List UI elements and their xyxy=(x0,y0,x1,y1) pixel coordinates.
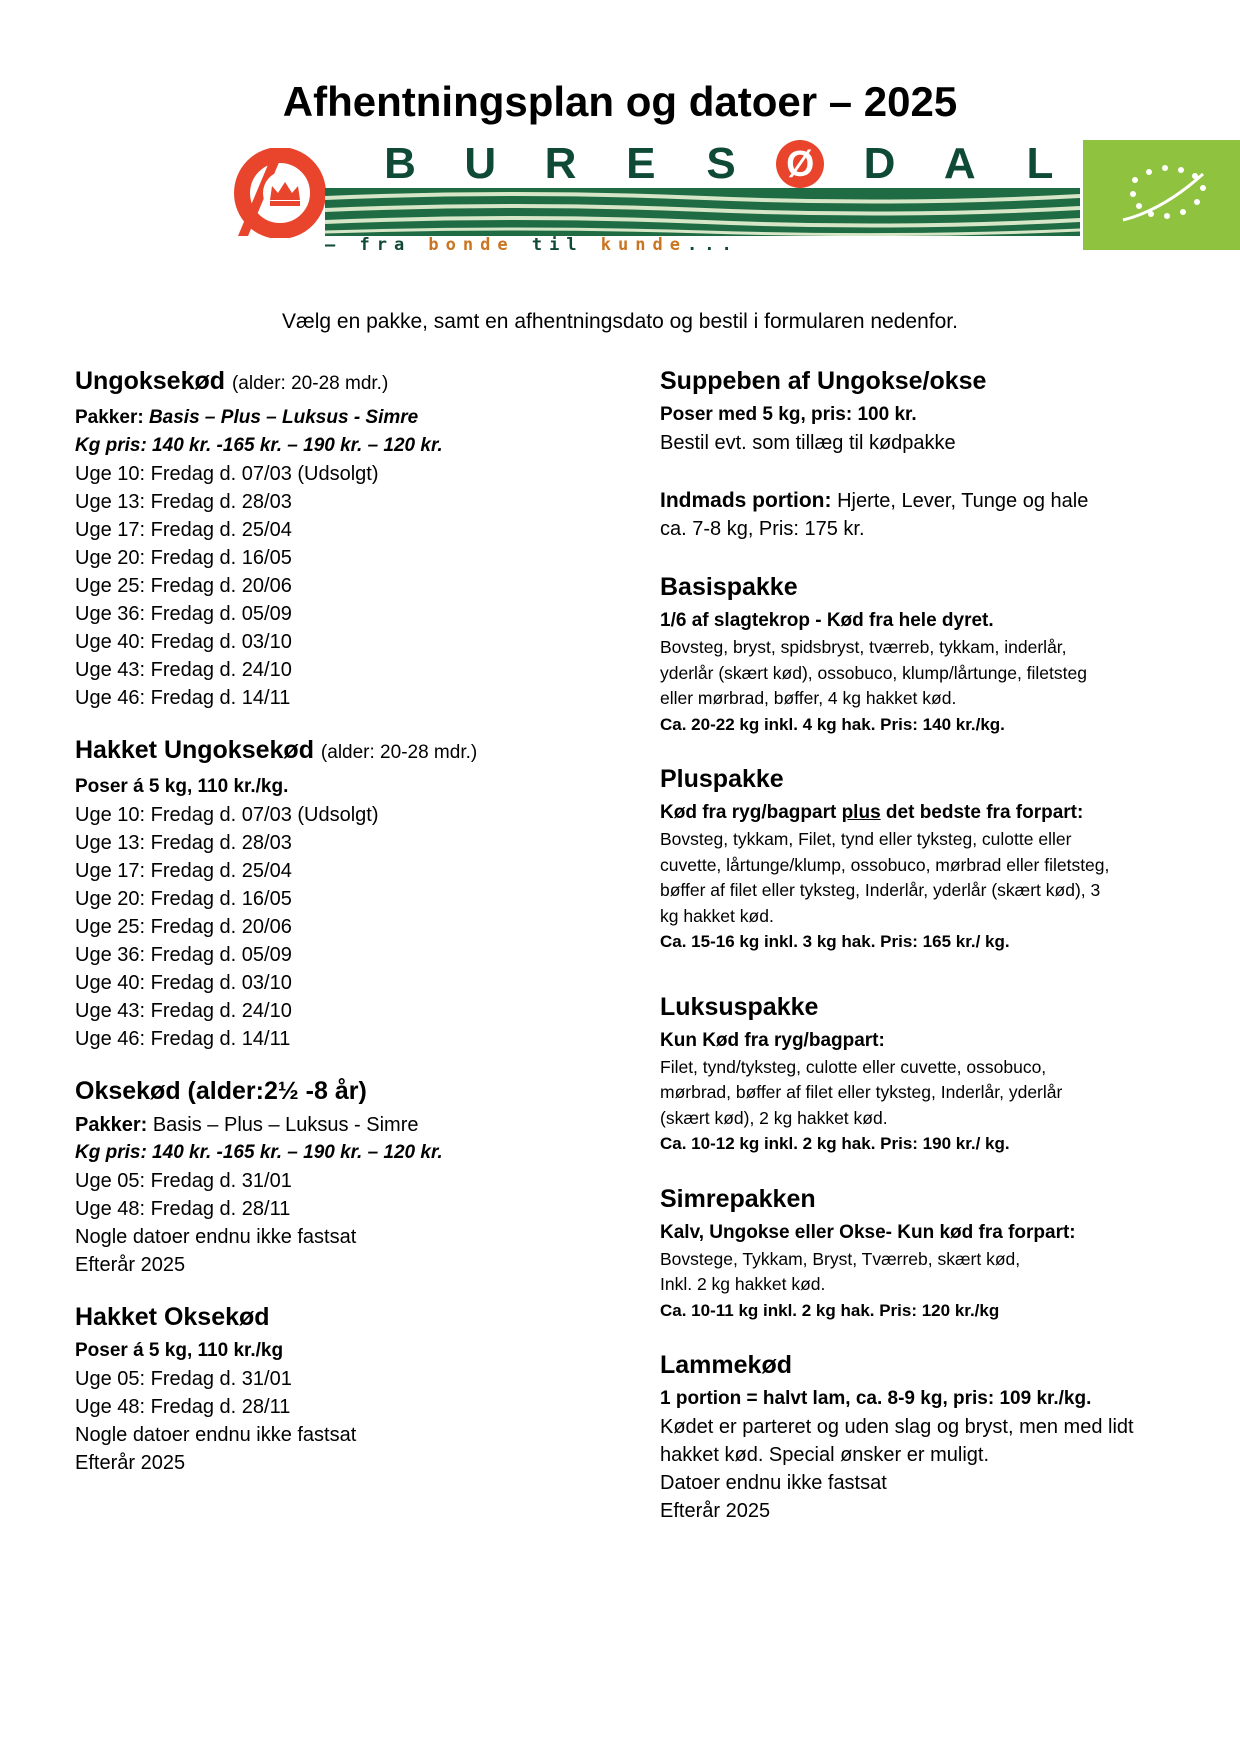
date-line: Uge 36: Fredag d. 05/09 xyxy=(75,944,292,966)
right-column xyxy=(660,365,1180,1547)
date-line: Uge 20: Fredag d. 16/05 xyxy=(75,888,292,910)
section-suppeben xyxy=(660,365,1180,457)
lead-line xyxy=(660,799,1180,827)
section-luksus xyxy=(660,991,1180,1157)
section-heading: Basispakke xyxy=(660,573,798,601)
heading-text: Ungoksekød xyxy=(75,367,226,395)
date-line: Uge 48: Fredag d. 28/11 xyxy=(75,1198,291,1220)
lead-line: 1/6 af slagtekrop - Kød fra hele dyret. xyxy=(660,610,994,631)
summary-line: Ca. 15-16 kg inkl. 3 kg hak. Pris: 165 kr./ kg. xyxy=(660,932,1010,951)
lead-underlined: plus xyxy=(841,802,881,823)
indmad-label: Indmads portion: xyxy=(660,489,832,512)
brand-letter: E xyxy=(626,139,656,188)
date-line: Uge 17: Fredag d. 25/04 xyxy=(75,860,292,882)
tagline-part: – fra xyxy=(325,235,429,255)
date-line: Uge 46: Fredag d. 14/11 xyxy=(75,687,291,709)
info-line: Poser á 5 kg, 110 kr./kg xyxy=(75,1340,284,1361)
body-line: bøffer af filet eller tyksteg, Inderlår, yderlår (skært kød), 3 xyxy=(660,880,1101,900)
brand-letter: A xyxy=(943,139,976,188)
date-line: Uge 10: Fredag d. 07/03 (Udsolgt) xyxy=(75,804,379,826)
summary-line: Ca. 10-12 kg inkl. 2 kg hak. Pris: 190 kr./ kg. xyxy=(660,1134,1010,1153)
info-line: Poser á 5 kg, 110 kr./kg. xyxy=(75,776,289,797)
body-line: yderlår (skært kød), ossobuco, klump/lårtunge, filetsteg xyxy=(660,662,1087,683)
packages-value: Basis – Plus – Luksus - Simre xyxy=(148,407,419,428)
section-hakket-okse xyxy=(75,1301,615,1477)
heading-sub: (alder: 20-28 mdr.) xyxy=(231,373,389,394)
section-heading xyxy=(75,734,615,769)
date-line: Uge 25: Fredag d. 20/06 xyxy=(75,916,292,938)
date-line: Uge 05: Fredag d. 31/01 xyxy=(75,1170,292,1192)
packages-label: Pakker: xyxy=(75,407,144,428)
section-basis xyxy=(660,571,1180,737)
tagline-part: bonde xyxy=(428,235,515,255)
body-line: kg hakket kød. xyxy=(660,905,774,926)
lead-line: 1 portion = halvt lam, ca. 8-9 kg, pris: 109 kr./kg. xyxy=(660,1388,1092,1409)
date-line: Uge 48: Fredag d. 28/11 xyxy=(75,1396,291,1418)
section-okse xyxy=(75,1075,615,1279)
brand-name xyxy=(375,140,1065,188)
info-line: Poser med 5 kg, pris: 100 kr. xyxy=(660,404,917,425)
intro-text: Vælg en pakke, samt en afhentningsdato og bestil i formularen nedenfor. xyxy=(282,310,958,333)
packages-line xyxy=(75,1111,615,1139)
tagline-part: til xyxy=(514,235,601,255)
note-line: Bestil evt. som tillæg til kødpakke xyxy=(660,432,956,454)
summary-line: Ca. 10-11 kg inkl. 2 kg hak. Pris: 120 kr./kg xyxy=(660,1300,1000,1320)
date-line: Uge 25: Fredag d. 20/06 xyxy=(75,575,292,597)
lead-line: Kun Kød fra ryg/bagpart: xyxy=(660,1029,885,1051)
date-line: Uge 13: Fredag d. 28/03 xyxy=(75,832,292,854)
body-line: Inkl. 2 kg hakket kød. xyxy=(660,1274,826,1294)
date-line: Uge 40: Fredag d. 03/10 xyxy=(75,631,292,653)
brand-letter: U xyxy=(464,139,497,188)
brand-tagline xyxy=(325,235,1080,255)
heading-text: Hakket Ungoksekød xyxy=(75,736,314,764)
note-line: Efterår 2025 xyxy=(75,1452,186,1474)
heading-sub: (alder: 20-28 mdr.) xyxy=(320,742,478,763)
section-plus xyxy=(660,763,1180,955)
section-lamme xyxy=(660,1349,1180,1525)
body-line: cuvette, lårtunge/klump, ossobuco, mørbrad eller filetsteg, xyxy=(660,854,1110,875)
indmad-line xyxy=(660,487,1180,515)
summary-line: Ca. 20-22 kg inkl. 4 kg hak. Pris: 140 kr./kg. xyxy=(660,714,1005,734)
brand-letter-o-slash: Ø xyxy=(776,140,824,188)
lead-part: Kød fra ryg/bagpart xyxy=(660,802,842,823)
price-line: Kg pris: 140 kr. -165 kr. – 190 kr. – 120 kr. xyxy=(75,1142,443,1163)
date-line: Uge 36: Fredag d. 05/09 xyxy=(75,603,292,625)
date-line: Uge 46: Fredag d. 14/11 xyxy=(75,1028,291,1050)
section-heading: Simrepakken xyxy=(660,1184,816,1213)
note-line: Nogle datoer endnu ikke fastsat xyxy=(75,1226,357,1248)
note-line: Efterår 2025 xyxy=(75,1254,186,1276)
brand-letter: S xyxy=(706,139,736,188)
body-line: Filet, tynd/tyksteg, culotte eller cuvette, ossobuco, xyxy=(660,1056,1047,1077)
section-heading: Luksuspakke xyxy=(660,992,819,1021)
note-line: Datoer endnu ikke fastsat xyxy=(660,1472,887,1494)
note-line: Efterår 2025 xyxy=(660,1500,771,1522)
brand-letter: D xyxy=(863,139,896,188)
date-line: Uge 40: Fredag d. 03/10 xyxy=(75,972,292,994)
note-line: Nogle datoer endnu ikke fastsat xyxy=(75,1424,357,1446)
body-line: mørbrad, bøffer af filet eller tyksteg, Inderlår, yderlår xyxy=(660,1082,1063,1102)
date-line: Uge 43: Fredag d. 24/10 xyxy=(75,1000,292,1022)
tagline-part: ... xyxy=(686,235,739,255)
section-heading: Suppeben af Ungokse/okse xyxy=(660,367,987,395)
eu-organic-icon xyxy=(1083,140,1240,250)
brand-letter: L xyxy=(1026,139,1054,188)
body-line: Bovstege, Tykkam, Bryst, Tværreb, skært kød, xyxy=(660,1248,1021,1269)
section-heading: Oksekød (alder:2½ -8 år) xyxy=(75,1077,367,1105)
section-indmad xyxy=(660,487,1180,543)
section-heading: Hakket Oksekød xyxy=(75,1303,270,1331)
body-line: Kødet er parteret og uden slag og bryst, men med lidt xyxy=(660,1416,1134,1438)
lead-part: det bedste fra forpart: xyxy=(880,802,1084,823)
body-line: hakket kød. Special ønsker er muligt. xyxy=(660,1444,990,1466)
section-heading: Pluspakke xyxy=(660,765,784,793)
section-hakket-ungokse xyxy=(75,734,615,1053)
packages-label: Pakker: xyxy=(75,1114,148,1136)
tagline-part: kunde xyxy=(600,235,687,255)
section-heading xyxy=(75,365,615,400)
body-line: Bovsteg, bryst, spidsbryst, tværreb, tykkam, inderlår, xyxy=(660,637,1067,657)
packages-value: Basis – Plus – Luksus - Simre xyxy=(152,1114,419,1136)
section-ungokse xyxy=(75,365,615,712)
page-title: Afhentningsplan og datoer – 2025 xyxy=(282,78,958,125)
brand-logo xyxy=(325,140,1080,255)
date-line: Uge 10: Fredag d. 07/03 (Udsolgt) xyxy=(75,463,379,485)
date-line: Uge 43: Fredag d. 24/10 xyxy=(75,659,292,681)
brand-letter: B xyxy=(384,139,416,188)
body-line: eller mørbrad, bøffer, 4 kg hakket kød. xyxy=(660,688,957,708)
brand-letter: R xyxy=(544,139,577,188)
price-line: Kg pris: 140 kr. -165 kr. – 190 kr. – 120 kr. xyxy=(75,435,443,456)
indmad-text: Hjerte, Lever, Tunge og hale xyxy=(837,490,1089,512)
section-heading: Lammekød xyxy=(660,1351,792,1379)
left-column xyxy=(75,365,615,1499)
indmad-price: ca. 7-8 kg, Pris: 175 kr. xyxy=(660,518,865,540)
body-line: Bovsteg, tykkam, Filet, tynd eller tyksteg, culotte eller xyxy=(660,829,1072,849)
section-simre xyxy=(660,1183,1180,1324)
danish-organic-icon xyxy=(230,148,330,238)
body-line: (skært kød), 2 kg hakket kød. xyxy=(660,1107,888,1128)
packages-line xyxy=(75,404,615,432)
date-line: Uge 05: Fredag d. 31/01 xyxy=(75,1368,292,1390)
logo-banner xyxy=(230,139,1054,255)
date-line: Uge 20: Fredag d. 16/05 xyxy=(75,547,292,569)
date-line: Uge 17: Fredag d. 25/04 xyxy=(75,519,292,541)
field-rows-icon xyxy=(325,188,1080,236)
lead-line: Kalv, Ungokse eller Okse- Kun kød fra forpart: xyxy=(660,1221,1076,1243)
date-line: Uge 13: Fredag d. 28/03 xyxy=(75,491,292,513)
